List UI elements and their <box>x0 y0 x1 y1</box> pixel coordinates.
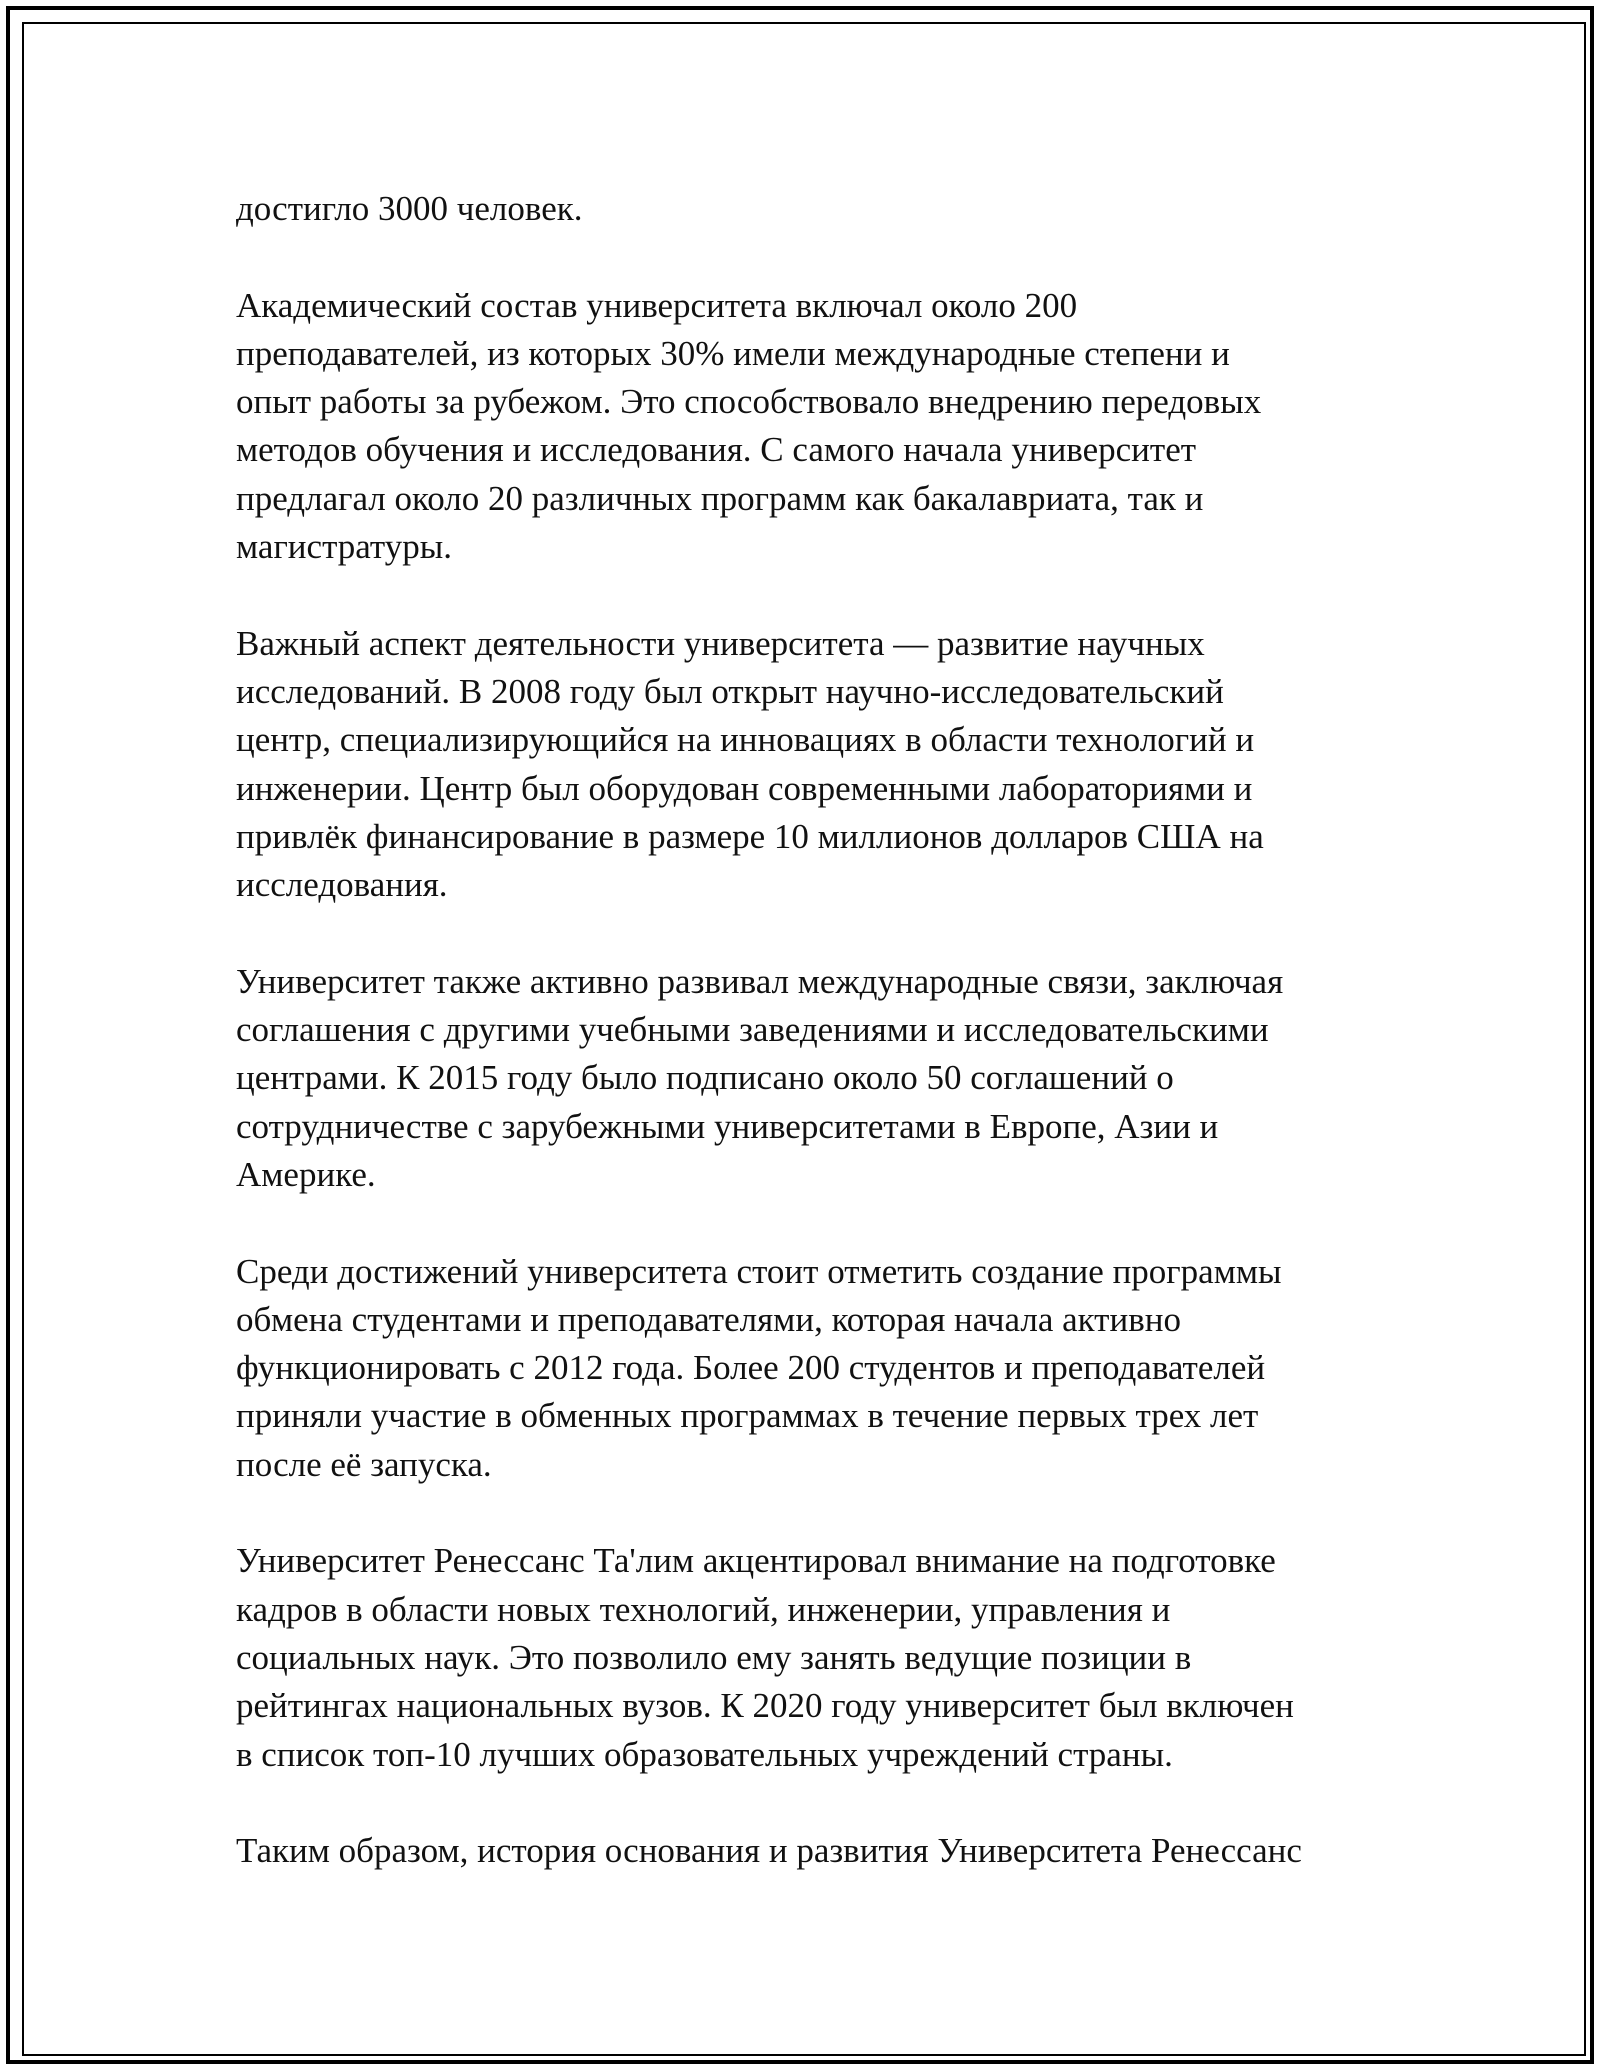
document-body <box>236 185 1386 1875</box>
paragraph-5: Среди достижений университета стоит отметить создание программы обмена студентами и преподавателями, которая начала активно функционировать с 2012 года. Более 200 студентов и преподавателей приняли участие в обменных программах в течение первых трех лет после её запуска. <box>236 1251 1282 1484</box>
paragraph-3: Важный аспект деятельности университета — развитие научных исследований. В 2008 году был открыт научно-исследовательский центр, специализирующийся на инновациях в области технологий и инженерии. Центр был оборудован современными лабораториями и привлёк финансирование в размере 10 миллионов долларов США на исследования. <box>236 623 1264 905</box>
paragraph-7: Таким образом, история основания и развития Университета Ренессанс <box>236 1831 1302 1871</box>
paragraph-1: достигло 3000 человек. <box>236 189 583 228</box>
paragraph-2: Академический состав университета включал около 200 преподавателей, из которых 30% имели международные степени и опыт работы за рубежом. Это способствовало внедрению передовых методов обучения и исследования. С самого начала университет предлагал около 20 различных программ как бакалавриата, так и магистратуры. <box>236 285 1262 567</box>
paragraph-4: Университет также активно развивал международные связи, заключая соглашения с другими учебными заведениями и исследовательскими центрами. К 2015 году было подписано около 50 соглашений о сотрудничестве с зарубежными университетами в Европе, Азии и Америке. <box>236 961 1284 1194</box>
paragraph-6: Университет Ренессанс Та'лим акцентировал внимание на подготовке кадров в области новых технологий, инженерии, управления и социальных наук. Это позволило ему занять ведущие позиции в рейтингах национальных вузов. К 2020 году университет был включен в список топ-10 лучших образовательных учреждений страны. <box>236 1541 1294 1774</box>
